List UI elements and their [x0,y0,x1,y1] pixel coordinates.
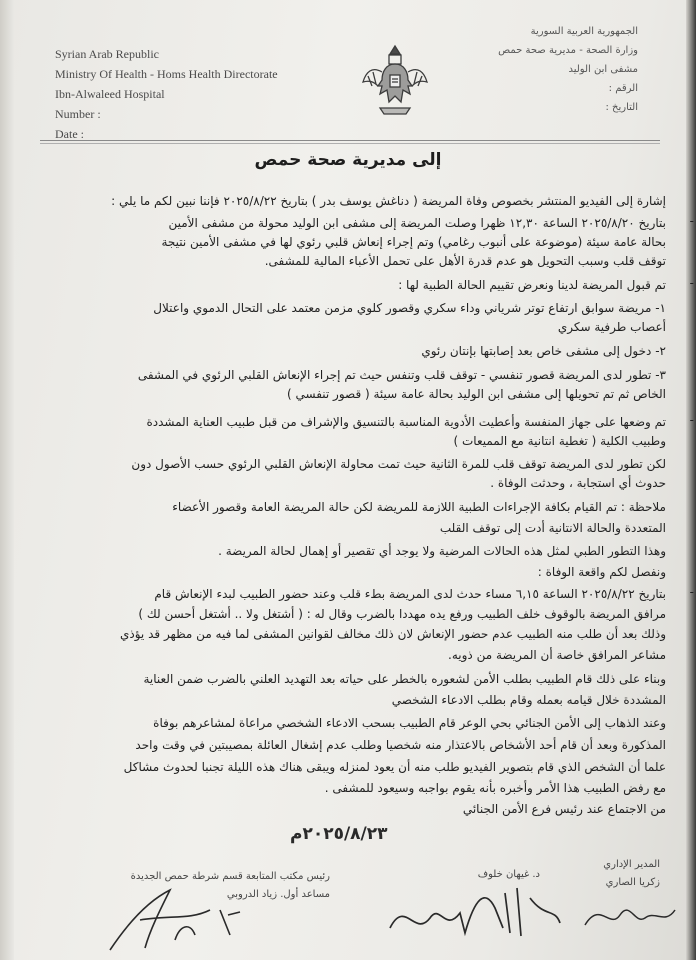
body-line: المتعددة والحالة الانتانية أدت إلى توقف القلب [439,521,666,535]
signature-police-title: رئيس مكتب المتابعة قسم شرطة حمص الجديدة [130,871,330,882]
body-line: ٢- دخول إلى مشفى خاص بعد إصابتها بإنتان رئوي [421,344,666,358]
body-line: المشددة خلال قيامه بعمله وقام بطلب الادعاء الشخصي [391,693,666,707]
body-line: تم قبول المريضة لدينا ونعرض تقييم الحالة الطبية لها : [398,278,666,292]
body-line: ١- مريضة سوابق ارتفاع توتر شرياني وداء سكري وقصور كلوي مزمن معتمد على التحال الدموي واعتلال [153,301,666,315]
signature-admin-title: المدير الإداري [603,859,660,870]
signature-admin-name: زكريا الصاري [605,877,660,888]
letterhead-ministry: Ministry Of Health - Homs Health Directorate [55,67,278,81]
letterhead-number: Number : [55,107,101,121]
letterhead-ar-hospital: مشفى ابن الوليد [568,64,638,75]
body-line: مشاعر المرافق خاصة أن المريضة من ذويه. [448,648,666,662]
handwritten-signature-admin-icon [580,890,680,940]
header-divider [40,140,660,141]
body-line: لكن تطور لدى المريضة توقف قلب للمرة الثانية حيث تمت محاولة الإنعاش القلبي الرئوي حسب الأصول دون [131,457,666,471]
body-line: تم وضعها على جهاز المنفسة وأعطيت الأدوية المناسبة بالتنسيق والإشراف من قبل طبيب العناية المشددة [146,415,666,429]
body-line: الخاص ثم تم تحويلها إلى مشفى ابن الوليد بحالة عامة سيئة ( قصور تنفسي ) [287,387,666,401]
body-line: المذكورة وبعد أن قام أحد الأشخاص بالاعتذار منه شخصيا وطلب عدم إشغال العائلة بمصيبتين في وقت واحد [135,738,666,752]
letterhead-arabic [438,22,638,117]
letterhead-hospital: Ibn-Alwaleed Hospital [55,87,165,101]
body-line: بتاريخ ٢٠٢٥/٨/٢٠ الساعة ١٢,٣٠ ظهرا وصلت المريضة إلى مشفى ابن الوليد محولة من مشفى الأمين [168,216,666,230]
bullet-icon: - [689,585,694,599]
body-line: من الاجتماع عند رئيس فرع الأمن الجنائي [462,802,666,816]
handwritten-signature-police-icon [100,880,260,955]
letterhead-ar-number: الرقم : [608,83,638,94]
body-line: مرافق المريضة بالوقوف خلف الطبيب ورفع يده مهددا بالضرب وقال له : ( أشتغل ولا .. أشتغل أحسن لك ) [138,607,666,621]
body-line: وعند الذهاب إلى الأمن الجنائي بحي الوعر قام الطبيب بسحب الادعاء الشخصي مراعاة لمشاعرهم بوفاة [153,716,666,730]
letterhead-ar-date: التاريخ : [605,102,638,113]
body-line: توقف قلب وسبب التحويل هو عدم قدرة الأهل على تحمل الأعباء المالية للمشفى. [264,254,666,268]
signature-admin [560,856,660,892]
body-line: وهذا التطور الطبي لمثل هذه الحالات المرضية ولا يوجد أي تقصير أو إهمال لحالة المريضة . [218,544,666,558]
letterhead-date: Date : [55,127,84,141]
syria-eagle-emblem-icon [360,42,430,122]
body-line: بحالة عامة سيئة (موضوعة على أنبوب رغامي) وتم إجراء إنعاش قلبي رئوي لها في مشفى الأمين نتيجة [161,235,666,249]
signature-doctor-name: د. غيهان خلوف [477,869,540,880]
page-edge-background [686,0,696,960]
body-line: إشارة إلى الفيديو المنتشر بخصوص وفاة المريضة ( دناغش يوسف بدر ) بتاريخ ٢٠٢٥/٨/٢٢ فإننا نبين لكم ما يلي : [111,194,666,208]
body-line: وطبيب الكلية ( تغطية انتانية مع المميعات ) [453,434,666,448]
page-edge-shadow [0,0,14,960]
bullet-icon: - [689,214,694,228]
letterhead-country: Syrian Arab Republic [55,47,159,61]
letter-date: ٢٠٢٥/٨/٢٣م [290,824,388,844]
letterhead-english [55,44,315,144]
body-line: مع رفض الطبيب هذا الأمر وأخبره بأنه يقوم بواجبه وسيعود للمشفى . [324,781,666,795]
body-line: أعصاب طرفية سكري [557,320,666,334]
letterhead-ar-country: الجمهورية العربية السورية [530,26,638,37]
body-line: وذلك بعد أن طلب منه الطبيب عدم حضور الإنعاش لان ذلك مخالف لقوانين المشفى لما فيه من مظهر قد يؤذي [120,627,666,641]
bullet-icon: - [689,276,694,290]
body-line: علما أن الشخص الذي قام بتصوير الفيديو طلب منه أن يعود لمنزله ويبقى هناك هذه الليلة تجنبا لحدوث مشاكل [123,760,666,774]
body-line: بتاريخ ٢٠٢٥/٨/٢٢ الساعة ٦,١٥ مساء حدث لدى المريضة بطء قلب وعند حضور الطبيب لبدء الإنعاش قام [154,587,666,601]
body-line: حدوث أي استجابة ، وحدثت الوفاة . [490,476,666,490]
body-line: ملاحظة : تم القيام بكافة الإجراءات الطبية اللازمة للمريضة لكن حالة المريضة العامة وقصور الأعضاء [172,500,666,514]
body-line: ونفصل لكم واقعة الوفاة : [537,565,666,579]
bullet-icon: - [689,413,694,427]
header-divider-thin [40,143,660,144]
body-line: ٣- تطور لدى المريضة قصور تنفسي - توقف قلب وتنفس حيث تم إجراء الإنعاش القلبي الرئوي في المشفى [137,368,666,382]
signature-police-name: مساعد أول. زياد الدروبي [226,889,330,900]
letterhead-ar-ministry: وزارة الصحة - مديرية صحة حمص [498,45,638,56]
body-line: وبناء على ذلك قام الطبيب بطلب الأمن لشعوره بالخطر على حياته بعد التهديد العلني بالضرب ضمن العناية [143,672,666,686]
letter-title: إلى مديرية صحة حمص [254,150,442,170]
handwritten-signature-doctor-icon [385,878,565,948]
